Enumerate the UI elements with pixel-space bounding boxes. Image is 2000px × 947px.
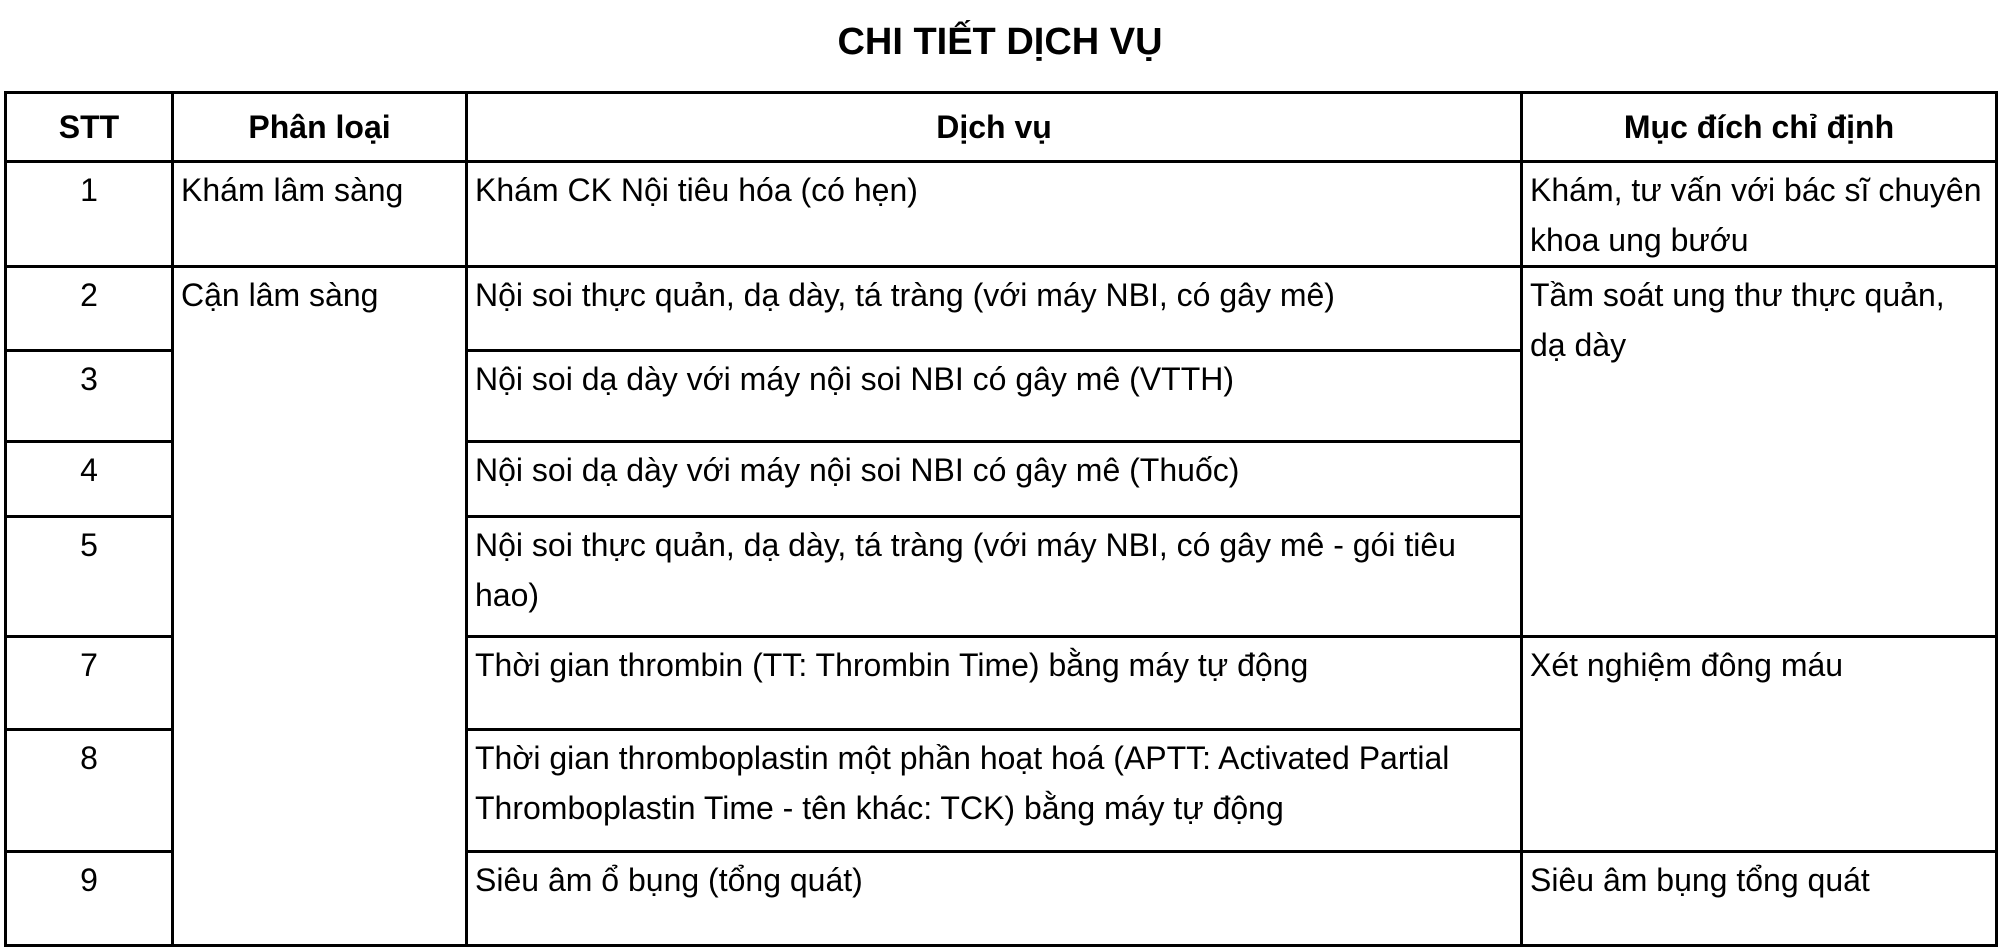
row-purpose: Siêu âm bụng tổng quát	[1522, 852, 1997, 946]
page-title: CHI TIẾT DỊCH VỤ	[837, 21, 1163, 63]
table-row	[6, 162, 1997, 267]
row-service: Khám CK Nội tiêu hóa (có hẹn)	[467, 162, 1522, 267]
row-purpose: Xét nghiệm đông máu	[1522, 637, 1997, 852]
row-service: Nội soi thực quản, dạ dày, tá tràng (với máy NBI, có gây mê - gói tiêu hao)	[467, 517, 1522, 637]
row-stt: 9	[6, 852, 173, 946]
row-service: Siêu âm ổ bụng (tổng quát)	[467, 852, 1522, 946]
row-service: Nội soi dạ dày với máy nội soi NBI có gây mê (Thuốc)	[467, 442, 1522, 517]
service-detail-table	[4, 91, 1998, 947]
header-purpose: Mục đích chỉ định	[1522, 93, 1997, 162]
row-stt: 5	[6, 517, 173, 637]
row-stt: 8	[6, 730, 173, 852]
row-purpose: Tầm soát ung thư thực quản, dạ dày	[1522, 267, 1997, 637]
row-stt: 1	[6, 162, 173, 267]
row-category: Khám lâm sàng	[173, 162, 467, 267]
row-category: Cận lâm sàng	[173, 267, 467, 946]
row-service: Nội soi thực quản, dạ dày, tá tràng (với máy NBI, có gây mê)	[467, 267, 1522, 351]
row-service: Nội soi dạ dày với máy nội soi NBI có gây mê (VTTH)	[467, 351, 1522, 442]
table-header-row	[6, 93, 1997, 162]
header-category: Phân loại	[173, 93, 467, 162]
row-stt: 3	[6, 351, 173, 442]
row-purpose: Khám, tư vấn với bác sĩ chuyên khoa ung bướu	[1522, 162, 1997, 267]
row-service: Thời gian thromboplastin một phần hoạt hoá (APTT: Activated Partial Thromboplastin Time - tên khác: TCK) bằng máy tự động	[467, 730, 1522, 852]
row-service: Thời gian thrombin (TT: Thrombin Time) bằng máy tự động	[467, 637, 1522, 730]
header-service: Dịch vụ	[467, 93, 1522, 162]
row-stt: 4	[6, 442, 173, 517]
table-row	[6, 267, 1997, 351]
header-stt: STT	[6, 93, 173, 162]
row-stt: 7	[6, 637, 173, 730]
row-stt: 2	[6, 267, 173, 351]
